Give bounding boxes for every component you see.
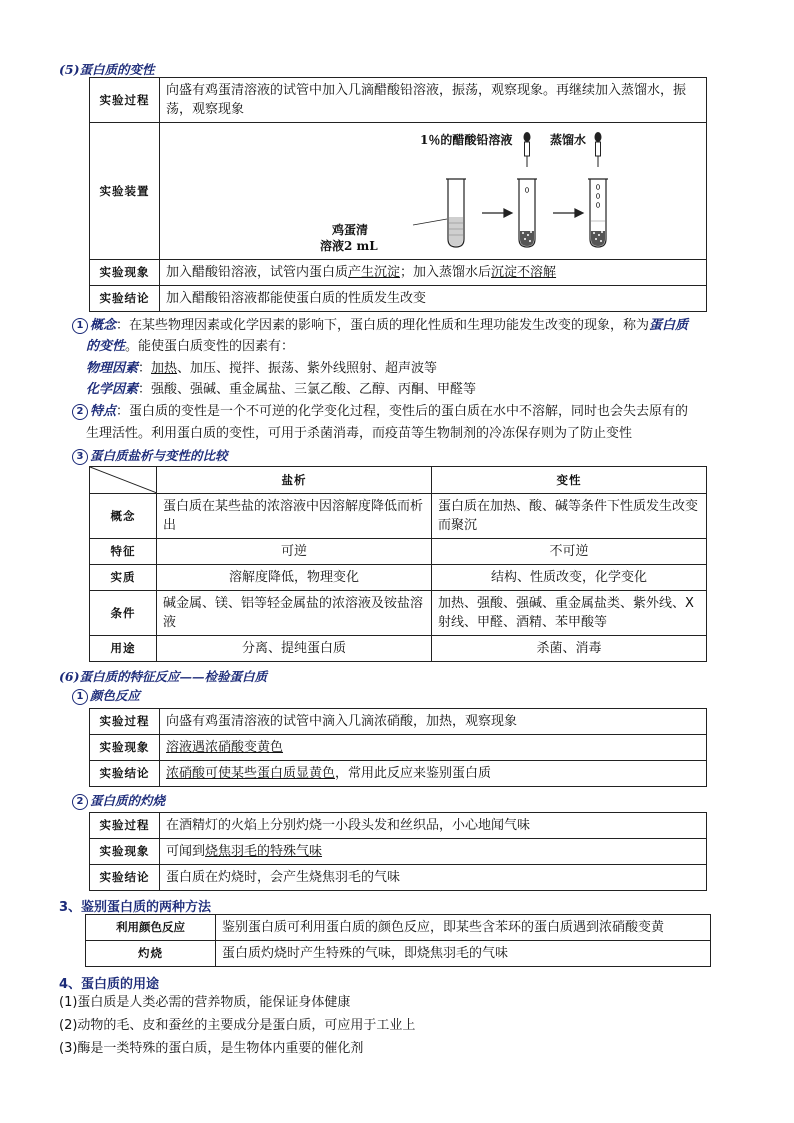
cell-salting: 可逆 bbox=[157, 539, 432, 565]
sample-label-line2: 溶液2 mL bbox=[320, 239, 378, 253]
cell-denaturation: 加热、强酸、强碱、重金属盐类、紫外线、X射线、甲醛、酒精、苯甲酸等 bbox=[432, 591, 707, 636]
row-text: 向盛有鸡蛋清溶液的试管中加入几滴醋酸铅溶液，振荡，观察现象。再继续加入蒸馏水，振荡，观察现象 bbox=[160, 78, 707, 123]
row-text: 加入醋酸铅溶液都能使蛋白质的性质发生改变 bbox=[160, 286, 707, 312]
feature-paragraph: 2 特点：蛋白质的变性是一个不可逆的化学变化过程，变性后的蛋白质在水中不溶解，同时也会失去原有的 bbox=[72, 401, 762, 422]
use-item-1: (1)蛋白质是人类必需的营养物质，能保证身体健康 bbox=[59, 995, 351, 1010]
use-item-3: (3)酶是一类特殊的蛋白质，是生物体内重要的催化剂 bbox=[59, 1041, 364, 1056]
identification-methods-table bbox=[85, 914, 711, 967]
row-label: 实验结论 bbox=[90, 286, 160, 312]
cell-salting: 溶解度降低，物理变化 bbox=[157, 565, 432, 591]
row-text: 在酒精灯的火焰上分别灼烧一小段头发和丝织品，小心地闻气味 bbox=[160, 813, 707, 839]
arrow-2-icon bbox=[553, 209, 583, 217]
row-label: 概念 bbox=[90, 494, 157, 539]
row-label: 灼烧 bbox=[86, 941, 216, 967]
use-item-2: (2)动物的毛、皮和蚕丝的主要成分是蛋白质，可应用于工业上 bbox=[59, 1018, 416, 1033]
apparatus-diagram bbox=[160, 123, 707, 259]
section-6-title: (6)蛋白质的特征反应——检验蛋白质 bbox=[59, 669, 268, 684]
diagonal-header-cell bbox=[90, 467, 157, 494]
row-label: 实验装置 bbox=[90, 123, 160, 260]
section-5-title: (5)蛋白质的变性 bbox=[59, 62, 155, 77]
circled-number: 1 bbox=[72, 318, 88, 334]
burning-table bbox=[89, 812, 707, 891]
cell-denaturation: 蛋白质在加热、酸、碱等条件下性质发生改变而聚沉 bbox=[432, 494, 707, 539]
cell-salting: 碱金属、镁、铝等轻金属盐的浓溶液及铵盐溶液 bbox=[157, 591, 432, 636]
section-3-title: 3、鉴别蛋白质的两种方法 bbox=[59, 900, 212, 915]
row-label: 实验过程 bbox=[90, 709, 160, 735]
col-header-salting: 盐析 bbox=[157, 467, 432, 494]
sample-label-line1: 鸡蛋清 bbox=[332, 223, 369, 237]
row-text: 加入醋酸铅溶液，试管内蛋白质产生沉淀；加入蒸馏水后沉淀不溶解 bbox=[160, 260, 707, 286]
circled-number: 2 bbox=[72, 404, 88, 420]
cell-salting: 分离、提纯蛋白质 bbox=[157, 636, 432, 662]
row-text: 蛋白质在灼烧时，会产生烧焦羽毛的气味 bbox=[160, 865, 707, 891]
row-label: 实验现象 bbox=[90, 839, 160, 865]
row-label: 实验结论 bbox=[90, 761, 160, 787]
row-label: 条件 bbox=[90, 591, 157, 636]
burning-title: 2 蛋白质的灼烧 bbox=[72, 791, 165, 810]
row-text: 向盛有鸡蛋清溶液的试管中滴入几滴浓硝酸，加热，观察现象 bbox=[160, 709, 707, 735]
dropper-2-icon bbox=[595, 132, 602, 167]
salting-vs-denaturation-table bbox=[89, 466, 707, 662]
row-text: 浓硝酸可使某些蛋白质显黄色，常用此反应来鉴别蛋白质 bbox=[160, 761, 707, 787]
row-label: 实验过程 bbox=[90, 813, 160, 839]
concept-paragraph: 1 概念：在某些物理因素或化学因素的影响下，蛋白质的理化性质和生理功能发生改变的现象，称为蛋白质 bbox=[72, 315, 752, 336]
cell-denaturation: 杀菌、消毒 bbox=[432, 636, 707, 662]
row-text: 溶液遇浓硝酸变黄色 bbox=[160, 735, 707, 761]
col-header-denaturation: 变性 bbox=[432, 467, 707, 494]
dropper-1-icon bbox=[524, 132, 531, 167]
row-text: 蛋白质灼烧时产生特殊的气味，即烧焦羽毛的气味 bbox=[216, 941, 711, 967]
cell-denaturation: 不可逆 bbox=[432, 539, 707, 565]
color-reaction-title: 1 颜色反应 bbox=[72, 686, 140, 705]
row-label: 实验结论 bbox=[90, 865, 160, 891]
row-label: 实验现象 bbox=[90, 260, 160, 286]
row-label: 特征 bbox=[90, 539, 157, 565]
row-label: 利用颜色反应 bbox=[86, 915, 216, 941]
physical-factors: 物理因素：加热、加压、搅拌、振荡、紫外线照射、超声波等 bbox=[86, 361, 438, 376]
row-text: 鉴别蛋白质可利用蛋白质的颜色反应，即某些含苯环的蛋白质遇到浓硝酸变黄 bbox=[216, 915, 711, 941]
reagent-2-label: 蒸馏水 bbox=[550, 133, 587, 147]
section-4-title: 4、蛋白质的用途 bbox=[59, 977, 160, 992]
denaturation-experiment-table bbox=[89, 77, 707, 312]
row-label: 实质 bbox=[90, 565, 157, 591]
concept-paragraph-2: 的变性。能使蛋白质变性的因素有： bbox=[86, 339, 295, 354]
row-label: 实验过程 bbox=[90, 78, 160, 123]
reagent-1-label: 1％的醋酸铅溶液 bbox=[420, 133, 513, 147]
row-text: 可闻到烧焦羽毛的特殊气味 bbox=[160, 839, 707, 865]
arrow-1-icon bbox=[482, 209, 512, 217]
cell-denaturation: 结构、性质改变，化学变化 bbox=[432, 565, 707, 591]
feature-paragraph-2: 生理活性。利用蛋白质的变性，可用于杀菌消毒，而疫苗等生物制剂的冷冻保存则为了防止变性 bbox=[86, 426, 633, 441]
compare-title: 3 蛋白质盐析与变性的比较 bbox=[72, 446, 228, 465]
row-label: 实验现象 bbox=[90, 735, 160, 761]
cell-salting: 蛋白质在某些盐的浓溶液中因溶解度降低而析出 bbox=[157, 494, 432, 539]
egg-white-solution bbox=[449, 217, 463, 246]
color-reaction-table bbox=[89, 708, 707, 787]
chemical-factors: 化学因素：强酸、强碱、重金属盐、三氯乙酸、乙醇、丙酮、甲醛等 bbox=[86, 382, 477, 397]
apparatus-cell bbox=[160, 123, 707, 260]
row-label: 用途 bbox=[90, 636, 157, 662]
